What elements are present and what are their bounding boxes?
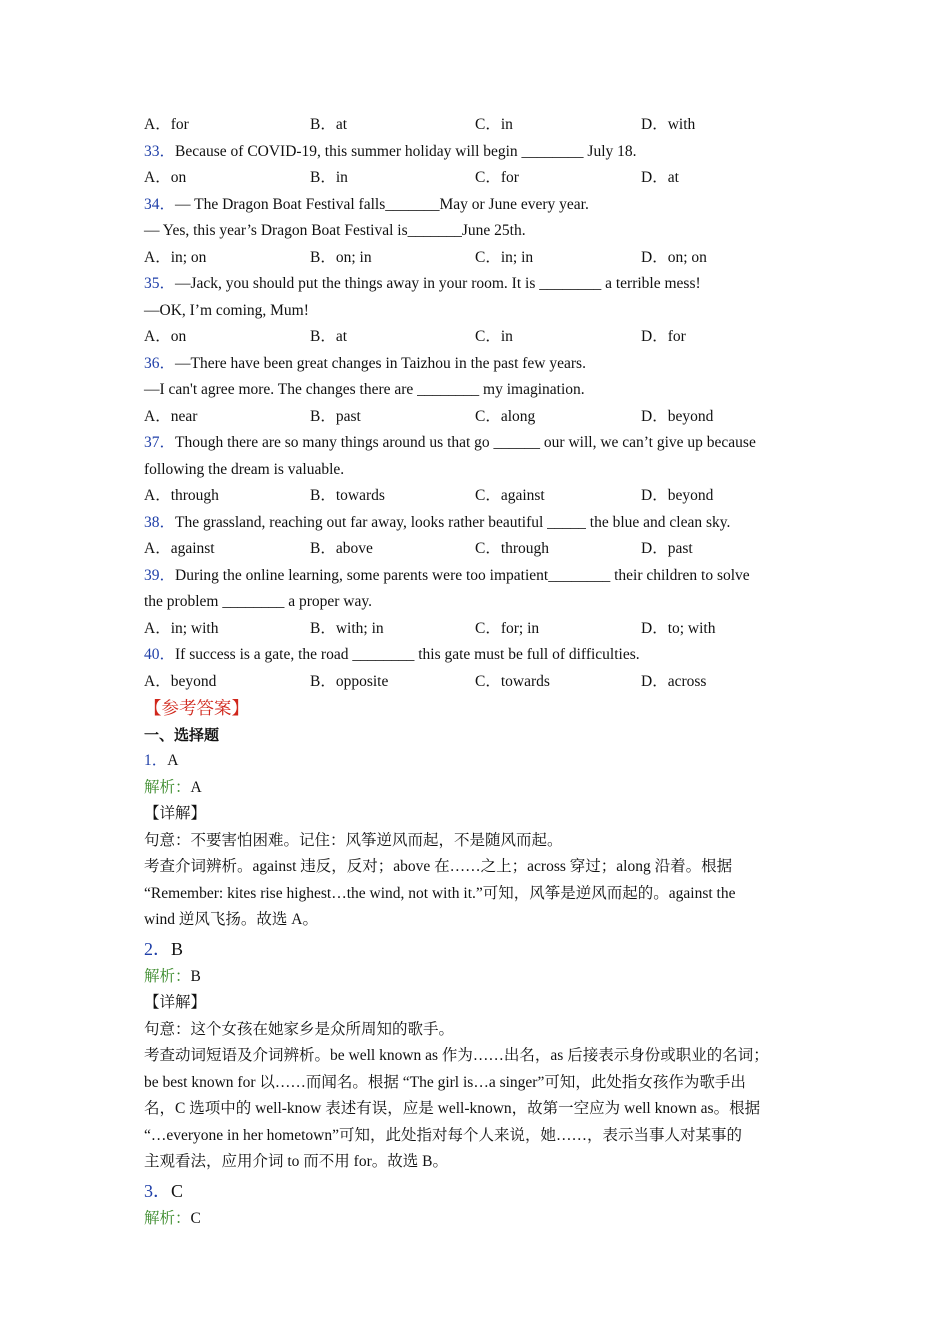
question-text: The grassland, reaching out far away, looks rather beautiful _____ the blue and clean sky.: [175, 513, 731, 531]
question-text: — The Dragon Boat Festival falls_______May or June every year.: [175, 195, 589, 213]
option-c: C．in: [475, 328, 513, 345]
question-number: 35．: [144, 275, 176, 292]
question-35: [144, 271, 824, 298]
question-text: During the online learning, some parents were too impatient________ their children to solve: [175, 566, 750, 584]
question-40: [144, 642, 824, 669]
answer-2: [144, 934, 824, 964]
answer-2-detail-line: 名，C 选项中的 well-know 表述有误，应是 well-known，故第一空应为 well known as。根据: [144, 1100, 761, 1117]
question-number: 37．: [144, 434, 176, 451]
question-32-options: [144, 112, 824, 139]
question-33-options: [144, 165, 824, 192]
option-d: D．to; with: [641, 619, 716, 637]
answer-1-detail-line: 考查介词辨析。against 违反，反对；above 在……之上；across 穿过；along 沿着。根据: [144, 858, 733, 875]
answer-2-jiexi: [144, 964, 824, 991]
option-d: D．on; on: [641, 248, 707, 266]
question-number: 36．: [144, 354, 176, 372]
option-b: B．above: [310, 540, 373, 557]
question-text: Because of COVID-19, this summer holiday will begin ________ July 18.: [175, 142, 637, 160]
question-text: If success is a gate, the road ________ this gate must be full of difficulties.: [175, 646, 640, 663]
jiexi-label: 解析：: [144, 1209, 191, 1227]
jiexi-value: A: [190, 778, 202, 796]
option-d: D．across: [641, 672, 707, 690]
jiexi-value: B: [190, 967, 201, 985]
option-d: D．for: [641, 328, 686, 345]
answer-1-detail-line: 句意：不要害怕困难。记住：风筝逆风而起，不是随风而起。: [144, 831, 563, 849]
answer-1-detail-line: wind 逆风飞扬。故选 A。: [144, 911, 318, 928]
question-38-options: [144, 536, 824, 563]
option-b: B．at: [310, 328, 348, 345]
option-c: C．against: [475, 487, 545, 504]
question-39-options: [144, 616, 824, 643]
answer-letter: C: [171, 1180, 184, 1201]
question-39-line-2: the problem ________ a proper way.: [144, 593, 372, 610]
jiexi-label: 解析：: [144, 778, 191, 796]
question-38: [144, 510, 824, 537]
option-a: A．beyond: [144, 672, 217, 690]
answer-3-jiexi: [144, 1206, 824, 1233]
option-d: D．with: [641, 116, 696, 133]
option-d: D．beyond: [641, 407, 714, 425]
answer-number: 1．: [144, 752, 168, 769]
answer-number: 3．: [144, 1180, 171, 1201]
option-c: C．in; in: [475, 248, 534, 266]
question-36-line-2: —I can't agree more. The changes there are ________ my imagination.: [144, 381, 585, 398]
option-d: D．past: [641, 540, 693, 557]
answer-key-heading: 【参考答案】: [144, 698, 249, 718]
answer-1-detail-heading: 【详解】: [144, 805, 207, 822]
option-b: B．with; in: [310, 619, 384, 637]
answer-2-detail-line: 主观看法，应用介词 to 而不用 for。故选 B。: [144, 1153, 448, 1170]
question-37-line-2: following the dream is valuable.: [144, 460, 345, 478]
answer-1-detail-line: “Remember: kites rise highest…the wind, not with it.”可知，风筝是逆风而起的。against the: [144, 884, 736, 902]
question-text: Though there are so many things around us that go ______ our will, we can’t give up because: [175, 434, 756, 451]
question-40-options: [144, 669, 824, 696]
jiexi-value: C: [190, 1209, 201, 1227]
question-37-options: [144, 483, 824, 510]
question-number: 40．: [144, 646, 176, 663]
option-b: B．opposite: [310, 672, 389, 690]
question-34-options: [144, 245, 824, 272]
question-35-line-2: —OK, I’m coming, Mum!: [144, 301, 309, 319]
option-b: B．on; in: [310, 248, 372, 266]
option-c: C．towards: [475, 672, 550, 690]
answer-letter: A: [167, 752, 179, 769]
question-text: —There have been great changes in Taizhou in the past few years.: [175, 354, 586, 372]
answer-2-detail-line: “…everyone in her hometown”可知，此处指对每个人来说，她……，表示当事人对某事的: [144, 1126, 742, 1144]
answer-letter: B: [171, 938, 184, 959]
question-33: [144, 139, 824, 166]
question-36: [144, 351, 824, 378]
option-d: D．beyond: [641, 487, 714, 504]
option-c: C．for; in: [475, 619, 540, 637]
question-34: [144, 192, 824, 219]
question-36-options: [144, 404, 824, 431]
answer-1: [144, 748, 824, 775]
option-b: B．past: [310, 407, 361, 425]
question-number: 34．: [144, 195, 176, 213]
question-39: [144, 563, 824, 590]
option-c: C．in: [475, 116, 513, 133]
option-d: D．at: [641, 169, 679, 186]
question-number: 33．: [144, 142, 176, 160]
answer-number: 2．: [144, 938, 171, 959]
answer-2-detail-heading: 【详解】: [144, 994, 207, 1011]
question-35-options: [144, 324, 824, 351]
option-b: B．in: [310, 169, 348, 186]
option-a: A．in; on: [144, 248, 207, 266]
answer-2-detail-line: 句意：这个女孩在她家乡是众所周知的歌手。: [144, 1020, 455, 1038]
option-a: A．against: [144, 540, 215, 557]
answer-2-detail-line: 考查动词短语及介词辨析。be well known as 作为……出名，as 后接表示身份或职业的名词；: [144, 1047, 769, 1064]
option-a: A．on: [144, 169, 187, 186]
question-number: 39．: [144, 566, 176, 584]
question-text: —Jack, you should put the things away in your room. It is ________ a terrible mess!: [175, 275, 701, 292]
answer-3: [144, 1176, 824, 1206]
page-content: [144, 112, 824, 1232]
question-number: 38．: [144, 513, 176, 531]
option-a: A．for: [144, 116, 189, 133]
question-37: [144, 430, 824, 457]
answer-1-jiexi: [144, 775, 824, 802]
option-a: A．near: [144, 407, 198, 425]
answer-2-detail-line: be best known for 以……而闻名。根据 “The girl is…a singer”可知，此处指女孩作为歌手出: [144, 1073, 746, 1091]
option-b: B．towards: [310, 487, 385, 504]
section-heading: 一、选择题: [144, 725, 220, 744]
option-a: A．in; with: [144, 619, 219, 637]
question-34-line-2: — Yes, this year’s Dragon Boat Festival is_______June 25th.: [144, 222, 526, 239]
option-c: C．for: [475, 169, 519, 186]
option-a: A．through: [144, 487, 219, 504]
option-a: A．on: [144, 328, 187, 345]
option-c: C．along: [475, 407, 536, 425]
option-c: C．through: [475, 540, 550, 557]
jiexi-label: 解析：: [144, 967, 191, 985]
option-b: B．at: [310, 116, 348, 133]
